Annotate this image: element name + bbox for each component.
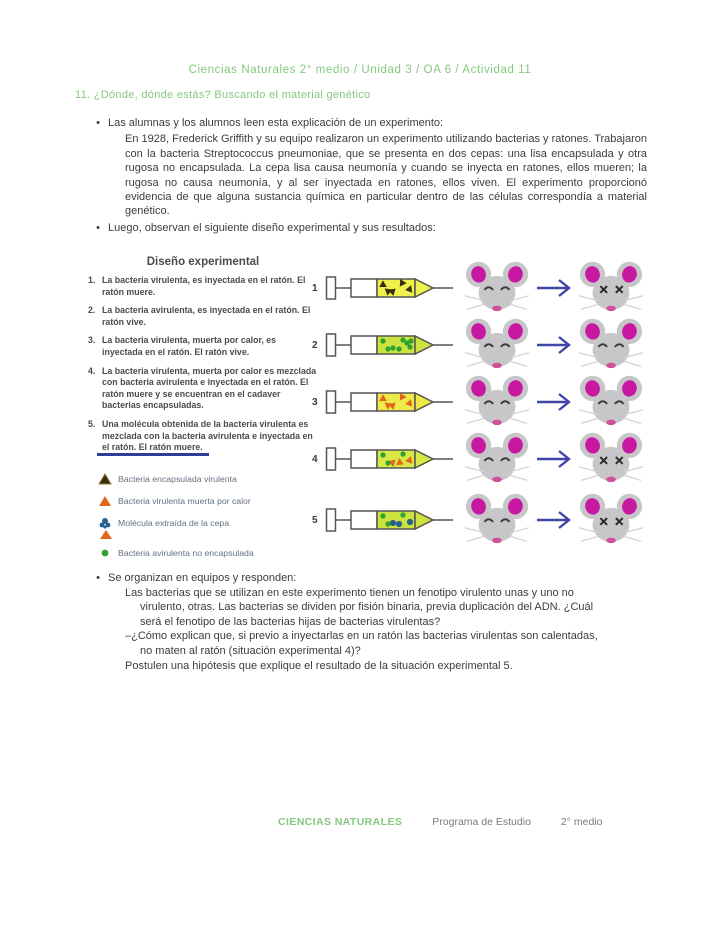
legend-item-avirulent (98, 547, 254, 559)
activity-subtitle: 11. ¿Dónde, dónde estás? Buscando el material genético (75, 89, 371, 101)
mouse-after-icon (577, 259, 645, 317)
questions-bullet-text: Se organizan en equipos y responden: (108, 572, 297, 584)
intro-bullet-1 (88, 116, 648, 130)
footer-grade: 2° medio (560, 816, 603, 828)
step-text: La bacteria virulenta, muerta por calor es mezclada con bacteria avirulenta e inyectada en el ratón. El ratón muere y se encuentran en el cadaver bacterias encapsuladas. (102, 365, 317, 411)
step-number: 1. (88, 275, 96, 285)
step-number: 4. (88, 365, 96, 376)
experiment-row-3 (312, 370, 647, 434)
mouse-before-icon (463, 491, 531, 549)
mouse-before-icon (463, 430, 531, 488)
bacteria-avirulent-icon (98, 547, 112, 559)
design-step-5 (88, 419, 318, 454)
arrow-right-icon (535, 509, 573, 531)
step-number: 2. (88, 305, 96, 316)
question-line: no maten al ratón (situación experimental 4)? (140, 644, 361, 657)
bullet-icon: • (96, 572, 100, 584)
design-step-3 (88, 335, 318, 358)
footer-brand: CIENCIAS NATURALES (278, 816, 403, 828)
experiment-description: En 1928, Frederick Griffith y su equipo realizaron un experimento utilizando bacterias y ratones. Trabajaron con la bacteria Streptococcus pneumoniae, que se presenta en dos cepas: una lisa encapsulada y otra rugosa no encapsulada. La cepa lisa causa neumonía y cuando se inyecta en ratones, ellos mueren; la rugosa no causa neumonía, y al ser inyectada en ratones, ellos viven. El experimento proporcionó evidencia de que alguna sustancia química en particular dentro de las células correspondía a material genético. (125, 133, 647, 218)
intro-section (88, 116, 648, 235)
bacteria-encapsulated-icon (98, 473, 112, 485)
arrow-right-icon (535, 391, 573, 413)
syringe-icon (325, 502, 455, 538)
experiment-row-2 (312, 313, 647, 377)
experiment-row-1 (312, 256, 647, 320)
design-step-4 (88, 366, 318, 412)
step-number: 3. (88, 335, 96, 346)
experiment-row-4 (312, 427, 647, 491)
syringe-icon (325, 270, 455, 306)
mouse-before-icon (463, 316, 531, 374)
design-step-2 (88, 305, 318, 328)
legend-label: Bacteria avirulenta no encapsulada (118, 548, 254, 558)
question-line: –¿Cómo explican que, si previo a inyectarlas en un ratón las bacterias virulentas son calentadas, (125, 630, 598, 643)
intro-bullet-1-text: Las alumnas y los alumnos leen esta explicación de un experimento: (108, 117, 444, 129)
question-line: Postulen una hipótesis que explique el resultado de la situación experimental 5. (125, 659, 513, 672)
design-step-1 (88, 275, 318, 298)
experiment-row-5 (312, 488, 647, 552)
molecule-icon (98, 516, 112, 529)
mouse-after-icon (577, 373, 645, 431)
question-line: será el fenotipo de las bacterias hijas de bacterias virulentas? (140, 615, 441, 628)
row-number: 5 (312, 514, 318, 526)
mouse-before-icon (463, 373, 531, 431)
step-text: La bacteria avirulenta, es inyectada en el ratón. El ratón vive. (102, 305, 311, 327)
row-number: 1 (312, 282, 318, 294)
legend-item-encapsulated (98, 473, 237, 485)
step-text: Una molécula obtenida de la bacteria virulenta es mezclada con la bacteria avirulenta e inyectada en el ratón. El ratón muere. (102, 418, 313, 453)
mouse-after-icon (577, 491, 645, 549)
bacteria-heatkilled-icon (98, 495, 112, 507)
arrow-right-icon (535, 448, 573, 470)
row-number: 4 (312, 453, 318, 465)
bullet-icon: • (96, 117, 100, 129)
legend-divider (97, 453, 209, 456)
question-line: virulento, otras. Las bacterias se dividen por fisión binaria, previa duplicación del ADN. ¿Cuál (140, 601, 594, 614)
footer-program: Programa de Estudio (432, 816, 531, 828)
legend-label: Bacteria virulenta muerta por calor (118, 496, 251, 506)
mouse-after-icon (577, 316, 645, 374)
mouse-before-icon (463, 259, 531, 317)
questions-bullet (88, 571, 656, 586)
legend-label: Molécula extraída de la cepa (118, 517, 230, 528)
question-line: Las bacterias que se utilizan en este experimento tienen un fenotipo virulento unas y uno no (125, 586, 574, 599)
step-text: La bacteria virulenta, muerta por calor, es inyectada en el ratón. El ratón vive. (102, 335, 277, 357)
arrow-right-icon (535, 334, 573, 356)
row-number: 2 (312, 339, 318, 351)
intro-bullet-2-text: Luego, observan el siguiente diseño experimental y sus resultados: (108, 221, 436, 234)
legend-label: Bacteria encapsulada virulenta (118, 474, 237, 484)
legend-item-molecule (98, 516, 229, 529)
syringe-icon (325, 327, 455, 363)
page-footer (278, 816, 602, 828)
syringe-icon (325, 384, 455, 420)
stray-orange-triangle-icon (99, 529, 113, 540)
questions-section (88, 571, 656, 673)
arrow-right-icon (535, 277, 573, 299)
design-title: Diseño experimental (146, 256, 260, 268)
row-number: 3 (312, 396, 318, 408)
page-title: Ciencias Naturales 2° medio / Unidad 3 / OA 6 / Actividad 11 (188, 64, 532, 76)
intro-bullet-2 (88, 221, 648, 235)
step-text: La bacteria virulenta, es inyectada en el ratón. El ratón muere. (102, 275, 306, 297)
syringe-icon (325, 441, 455, 477)
legend-item-heatkilled (98, 495, 251, 507)
bullet-icon: • (96, 221, 100, 234)
step-number: 5. (88, 418, 96, 429)
mouse-after-icon (577, 430, 645, 488)
experimental-design-list (88, 256, 318, 461)
